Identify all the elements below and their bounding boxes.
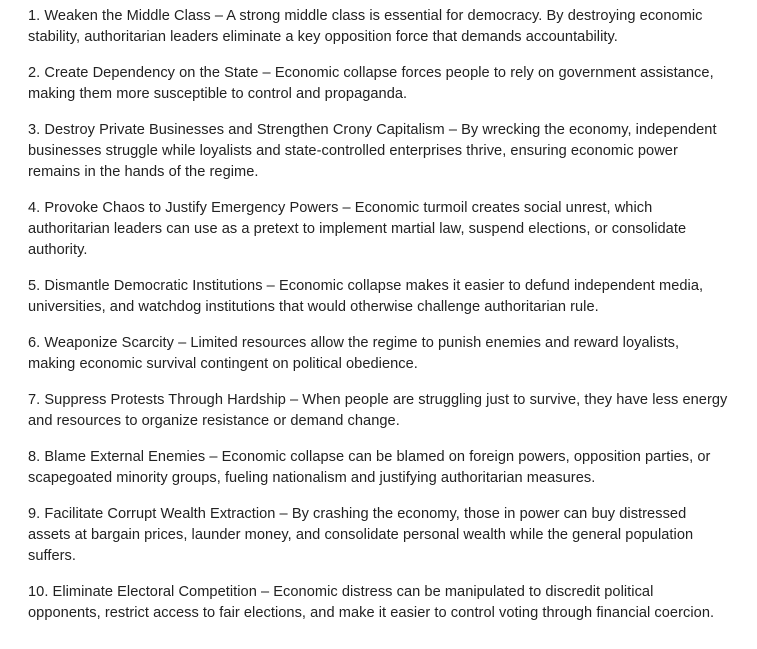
list-item-9: 9. Facilitate Corrupt Wealth Extraction – By crashing the economy, those in power can buy distressed assets at bargain prices, launder money, and consolidate personal wealth while the general population suffers.: [28, 506, 694, 564]
list-item-3: 3. Destroy Private Businesses and Strengthen Crony Capitalism – By wrecking the economy, independent businesses struggle while loyalists and state-controlled enterprises thrive, ensuring economic power remains in the hands of the regime.: [28, 122, 717, 180]
list-item-6: 6. Weaponize Scarcity – Limited resources allow the regime to punish enemies and reward loyalists, making economic survival contingent on political obedience.: [28, 335, 680, 372]
list-item-2: 2. Create Dependency on the State – Economic collapse forces people to rely on government assistance, making them more susceptible to control and propaganda.: [28, 65, 714, 102]
list-item-1: 1. Weaken the Middle Class – A strong middle class is essential for democracy. By destroying economic stability, authoritarian leaders eliminate a key opposition force that demands accountability.: [28, 8, 703, 45]
list-item-10: 10. Eliminate Electoral Competition – Economic distress can be manipulated to discredit political opponents, restrict access to fair elections, and make it easier to control voting through financial coercion.: [28, 584, 715, 621]
list-item-5: 5. Dismantle Democratic Institutions – Economic collapse makes it easier to defund independent media, universities, and watchdog institutions that would otherwise challenge authoritarian rule.: [28, 278, 704, 315]
list-item-8: 8. Blame External Enemies – Economic collapse can be blamed on foreign powers, opposition parties, or scapegoated minority groups, fueling nationalism and justifying authoritarian measures.: [28, 449, 711, 486]
list-item-4: 4. Provoke Chaos to Justify Emergency Powers – Economic turmoil creates social unrest, which authoritarian leaders can use as a pretext to implement martial law, suspend elections, or consolidate authority.: [28, 200, 687, 258]
list-item-7: 7. Suppress Protests Through Hardship – When people are struggling just to survive, they have less energy and resources to organize resistance or demand change.: [28, 392, 728, 429]
